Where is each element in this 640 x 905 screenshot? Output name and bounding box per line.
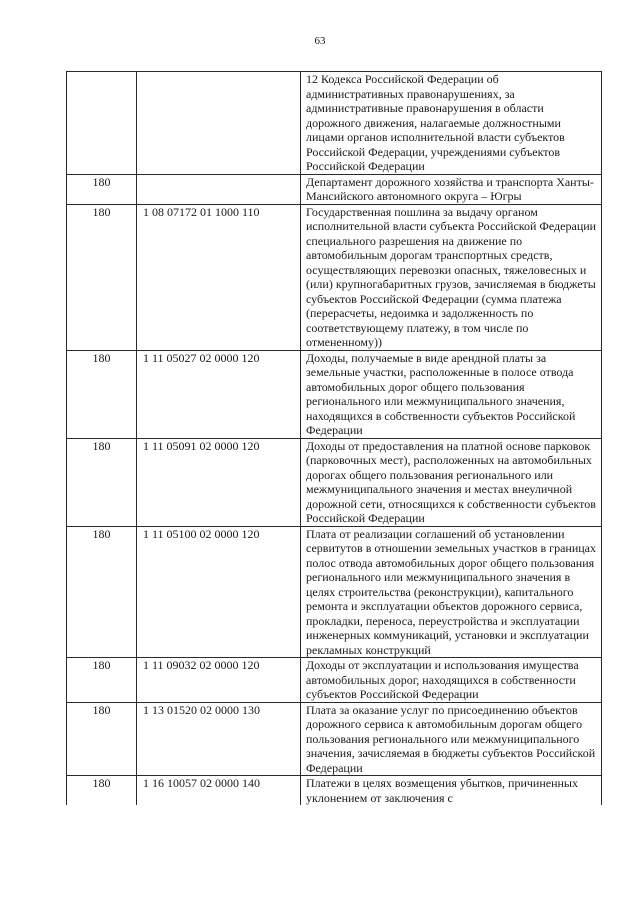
- admin-code-cell: 180: [67, 526, 137, 658]
- revenue-name-cell: Государственная пошлина за выдачу органом исполнительной власти субъекта Российской Федерации специального разрешения на движение по автомобильным дорогам транспортных средств, осуществляющих перевозки опасных, тяжеловесных и (или) крупногабаритных грузов, зачисляемая в бюджеты субъектов Российской Федерации (сумма платежа (перерасчеты, недоимка и задолженность по соответствующему платежу, в том числе по отмененному)): [301, 204, 602, 350]
- admin-code-cell: 180: [67, 702, 137, 776]
- budget-code-cell: 1 08 07172 01 1000 110: [137, 204, 301, 350]
- budget-code-cell: 1 11 09032 02 0000 120: [137, 658, 301, 703]
- budget-code-cell: 1 11 05027 02 0000 120: [137, 350, 301, 438]
- admin-code-cell: 180: [67, 174, 137, 204]
- budget-code-cell: 1 11 05091 02 0000 120: [137, 438, 301, 526]
- revenue-name-cell: Платежи в целях возмещения убытков, причиненных уклонением от заключения с: [301, 776, 602, 806]
- budget-code-cell: 1 11 05100 02 0000 120: [137, 526, 301, 658]
- admin-code-cell: 180: [67, 204, 137, 350]
- revenue-name-cell: Доходы от эксплуатации и использования имущества автомобильных дорог, находящихся в собственности субъектов Российской Федерации: [301, 658, 602, 703]
- table-row: [67, 174, 602, 204]
- table-row: [67, 702, 602, 776]
- revenue-name-cell: Доходы от предоставления на платной основе парковок (парковочных мест), расположенных на автомобильных дорогах общего пользования регионального или межмуниципального значения и местах внеуличной дорожной сети, относящихся к собственности субъектов Российской Федерации: [301, 438, 602, 526]
- budget-code-cell: [137, 174, 301, 204]
- admin-code-cell: 180: [67, 776, 137, 806]
- table-row: [67, 526, 602, 658]
- admin-code-cell: 180: [67, 438, 137, 526]
- revenue-name-cell: Плата от реализации соглашений об установлении сервитутов в отношении земельных участков в границах полос отвода автомобильных дорог общего пользования регионального или межмуниципального значения в целях строительства (реконструкции), капитального ремонта и эксплуатации объектов дорожного сервиса, прокладки, переноса, переустройства и эксплуатации инженерных коммуникаций, установки и эксплуатации рекламных конструкций: [301, 526, 602, 658]
- budget-code-cell: 1 16 10057 02 0000 140: [137, 776, 301, 806]
- revenue-name-cell: Плата за оказание услуг по присоединению объектов дорожного сервиса к автомобильным дорогам общего пользования регионального или межмуниципального значения, зачисляемая в бюджеты субъектов Российской Федерации: [301, 702, 602, 776]
- revenue-name-cell: Доходы, получаемые в виде арендной платы за земельные участки, расположенные в полосе отвода автомобильных дорог общего пользования регионального или межмуниципального значения, находящихся в собственности субъектов Российской Федерации: [301, 350, 602, 438]
- admin-code-cell: 180: [67, 350, 137, 438]
- table-row: [67, 204, 602, 350]
- table-row: [67, 438, 602, 526]
- table-row: [67, 350, 602, 438]
- revenue-name-cell: Департамент дорожного хозяйства и транспорта Ханты-Мансийского автономного округа – Югры: [301, 174, 602, 204]
- budget-code-cell: [137, 72, 301, 175]
- admin-code-cell: 180: [67, 658, 137, 703]
- table-row: [67, 658, 602, 703]
- admin-code-cell: [67, 72, 137, 175]
- revenue-codes-table: [66, 71, 602, 805]
- table-row: [67, 72, 602, 175]
- revenue-name-cell: 12 Кодекса Российской Федерации об административных правонарушениях, за административные правонарушения в области дорожного движения, налагаемые должностными лицами органов исполнительной власти субъектов Российской Федерации, учреждениями субъектов Российской Федерации: [301, 72, 602, 175]
- budget-code-cell: 1 13 01520 02 0000 130: [137, 702, 301, 776]
- page-number: 63: [314, 35, 326, 47]
- table-body: [67, 72, 602, 806]
- table-row: [67, 776, 602, 806]
